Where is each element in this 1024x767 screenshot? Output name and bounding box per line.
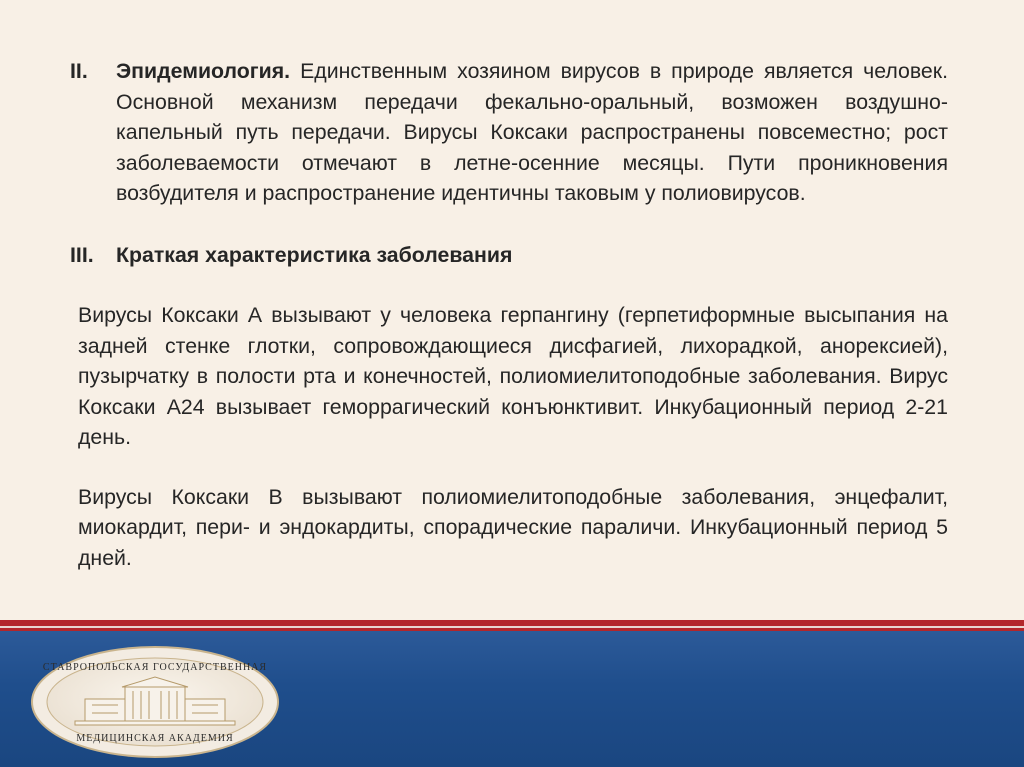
emblem-top-text: СТАВРОПОЛЬСКАЯ ГОСУДАРСТВЕННАЯ bbox=[42, 662, 268, 673]
slide-content bbox=[70, 56, 948, 594]
section-epidemiology bbox=[70, 56, 948, 209]
section-number: III. bbox=[70, 242, 94, 267]
section-text: Единственным хозяином вирусов в природе является человек. Основной механизм передачи фекально-оральный, возможен воздушно-капельный путь передачи. Вирусы Коксаки распространены повсеместно; рост заболеваемости отмечают в летне-осенние месяцы. Пути проникновения возбудителя и распространение идентичны таковым у полиовирусов. bbox=[116, 59, 948, 205]
academy-emblem bbox=[30, 645, 280, 760]
paragraph-coxsackie-b: Вирусы Коксаки В вызывают полиомиелитоподобные заболевания, энцефалит, миокардит, пери- и эндокардиты, спорадические параличи. Инкубационный период 5 дней. bbox=[78, 484, 948, 570]
section-lead: Эпидемиология. bbox=[116, 59, 291, 83]
footer-light-stripe bbox=[0, 626, 1024, 628]
section-number: II. bbox=[70, 59, 88, 83]
paragraph-coxsackie-a: Вирусы Коксаки А вызывают у человека герпангину (герпетиформные высыпания на задней стенке глотки, сопровождающиеся дисфагией, лихорадкой, анорексией), пузырчатку в полости рта и конечностей, полиомиелитоподобные заболевания. Вирус Коксаки А24 вызывает геморрагический конъюнктивит. Инкубационный период 2-21 день. bbox=[78, 303, 948, 449]
section-brief-characteristics bbox=[70, 240, 948, 271]
section-body bbox=[116, 56, 948, 209]
emblem-bottom-text: МЕДИЦИНСКАЯ АКАДЕМИЯ bbox=[76, 733, 234, 744]
section-title: Краткая характеристика заболевания bbox=[116, 242, 513, 267]
